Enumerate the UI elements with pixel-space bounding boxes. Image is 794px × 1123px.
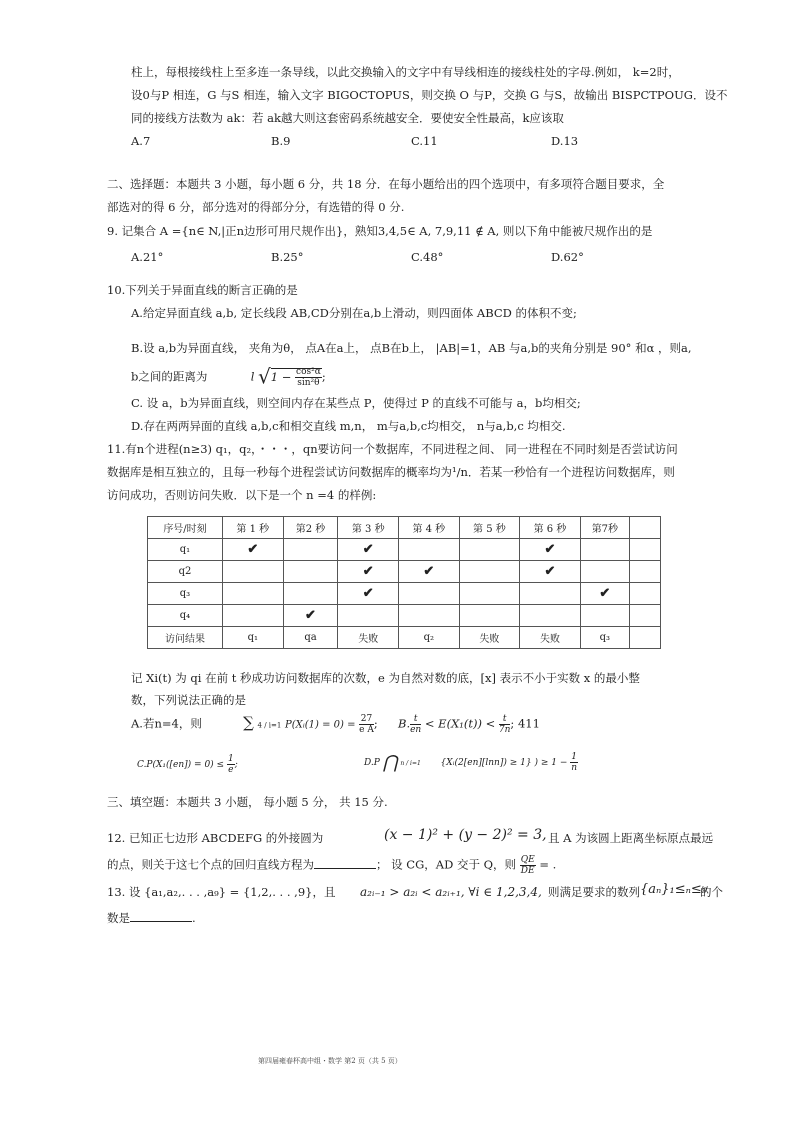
table-cell [459, 583, 520, 605]
q10-option-b-cont [131, 364, 326, 389]
q12-line-1-right: 且 A 为该圆上距离坐标原点最远 [548, 831, 714, 845]
q13-line-2: 数是 . [107, 911, 196, 925]
table-cell [338, 605, 399, 627]
q9-stem: 9. 记集合 A ={n∈ N,|正n边形可用尺规作出}，熟知3,4,5∈ A, 7,9,11 ∉ A, 则以下角中能被尺规作出的是 [107, 224, 653, 238]
table-cell [630, 627, 661, 649]
q11-c-expr: C.P(X₁([en]) = 0) ≤ [137, 760, 225, 770]
check-icon: ✔ [520, 561, 581, 583]
q9-option-a[interactable]: A.21° [131, 250, 164, 264]
table-cell [399, 605, 460, 627]
access-log-table [147, 516, 661, 649]
check-icon: ✔ [580, 583, 629, 605]
q13-line-1-left: 13. 设 {a₁,a₂,. . . ,a₉} = {1,2,. . . ,9}，且 [107, 885, 336, 899]
q12-frac-num: QE [520, 855, 535, 865]
page-footer: 第四届雍春杯高中组・数学 第2 页（共 5 页） [258, 1057, 402, 1065]
q11-after-line-1: 记 Xi(t) 为 qi 在前 t 秒成功访问数据库的次数，e 为自然对数的底，[x] 表示不小于实数 x 的最小整 [131, 671, 640, 685]
table-cell [630, 561, 661, 583]
q11-c-end: ; [234, 760, 238, 770]
check-icon: ✔ [338, 561, 399, 583]
q11-d-limits: n / i=1 [400, 760, 421, 767]
table-cell [459, 561, 520, 583]
q11-line-1: 11.有n个进程(n≥3) q₁，q₂，・・・，qn要访问一个数据库，不同进程之间、 同一进程在不同时刻是否尝试访问 [107, 442, 678, 456]
q8-option-d[interactable]: D.13 [551, 134, 579, 148]
answer-blank-count[interactable] [130, 909, 192, 922]
q11-d-fraction [570, 752, 578, 773]
q10-option-a[interactable]: A.给定异面直线 a,b, 定长线段 AB,CD分别在a,b上滑动，则四面体 ABCD 的体积不变; [131, 306, 577, 320]
table-row [148, 539, 661, 561]
table-header-cell: 第 5 秒 [459, 517, 520, 539]
table-cell [399, 539, 460, 561]
q8-line-3: 同的接线方法数为 ak：若 ak越大则这套密码系统越安全．要使安全性最高，k应该取 [131, 111, 564, 125]
table-cell [459, 605, 520, 627]
table-cell: q₂ [399, 627, 460, 649]
table-row [148, 605, 661, 627]
q13-line-1-mid: 则满足要求的数列 [548, 885, 640, 899]
table-cell: qa [283, 627, 338, 649]
table-cell: 访问结果 [148, 627, 223, 649]
q11-b-d2: 7n [498, 725, 511, 735]
q10-option-b[interactable]: B.设 a,b为异面直线， 夹角为θ， 点A在a上， 点B在b上， |AB|=1，AB 与a,b的夹角分别是 90° 和α ，则a, [131, 341, 692, 355]
q12-fraction [520, 855, 536, 876]
table-cell: q2 [148, 561, 223, 583]
table-header-cell: 第2 秒 [283, 517, 338, 539]
table-cell [283, 561, 338, 583]
q11-b-frac-2 [499, 714, 511, 735]
table-cell [580, 605, 629, 627]
q11-line-3: 访问成功，否则访问失败．以下是一个 n =4 的样例: [107, 488, 377, 502]
table-header-row [148, 517, 661, 539]
q8-option-a[interactable]: A.7 [131, 134, 151, 148]
q9-option-b[interactable]: B.25° [271, 250, 304, 264]
q11-c-fraction [227, 754, 235, 775]
q11-line-2: 数据库是相互独立的，且每一秒每个进程尝试访问数据库的概率均为¹/n．若某一秒恰有一个进程访问数据库，则 [107, 465, 675, 479]
q12-line-2-mid: ； 设 CG，AD 交于 Q，则 [376, 857, 517, 872]
q11-a-expr: P(Xᵢ(1) = 0) = [285, 719, 356, 731]
table-header-cell: 序号/时刻 [148, 517, 223, 539]
section-3-heading: 三、填空题：本题共 3 小题， 每小题 5 分， 共 15 分. [107, 795, 388, 809]
q11-d-expr: {Xᵢ(2[en][lnn]) ≥ 1} [440, 758, 532, 768]
q11-b-end: ; 411 [510, 716, 540, 731]
table-header-cell [630, 517, 661, 539]
q11-c-den: e [228, 765, 234, 775]
q11-option-d[interactable] [364, 752, 578, 773]
table-cell [283, 583, 338, 605]
table-cell: q₁ [223, 627, 284, 649]
table-cell [580, 539, 629, 561]
q8-line-2: 设0与P 相连，G 与S 相连，输入文字 BIGOCTOPUS，则交换 O 与P，交换 G 与S，故输出 BISPCTPOUG．设不 [131, 88, 728, 102]
q10-b-formula-l: l [250, 369, 255, 384]
q13-condition: a₂ᵢ₋₁ > a₂ᵢ < a₂ᵢ₊₁, ∀i ∈ 1,2,3,4, [360, 885, 542, 899]
table-cell: q₃ [148, 583, 223, 605]
table-cell [580, 561, 629, 583]
table-cell [459, 539, 520, 561]
answer-blank-regression[interactable] [314, 856, 376, 869]
sigma-icon: ∑ [243, 713, 254, 732]
q10-b-frac-num: cos²α [296, 367, 321, 377]
q10-stem: 10.下列关于异面直线的断言正确的是 [107, 283, 298, 297]
q8-line-1: 柱上，每根接线柱上至多连一条导线，以此交换输入的文字中有导线相连的接线柱处的字母.例如， k=2时， [131, 65, 680, 79]
check-icon: ✔ [399, 561, 460, 583]
q13-line-1-right: 的个 [700, 885, 723, 899]
q10-option-d[interactable]: D.存在两两异面的直线 a,b,c和相交直线 m,n， m与a,b,c均相交， n与a,b,c 均相交. [131, 419, 566, 433]
q11-a-fraction [359, 714, 374, 735]
q11-c-num: 1 [227, 754, 234, 764]
q11-a-num: 27 [360, 714, 373, 724]
check-icon: ✔ [223, 539, 284, 561]
q11-option-a[interactable] [131, 714, 378, 735]
q10-b-end: ; [321, 369, 326, 384]
sqrt-icon: √ [258, 364, 271, 389]
q11-b-d1: en [410, 725, 422, 735]
q11-a-end: ; [373, 716, 378, 731]
q10-b-distance-text: b之间的距离为 [131, 369, 208, 384]
check-icon: ✔ [338, 539, 399, 561]
section-2-heading: 二、选择题：本题共 3 小题，每小题 6 分，共 18 分．在每小题给出的四个选项中，有多项符合题目要求，全 [107, 177, 665, 191]
q11-d-tail: ) ≥ 1 − [534, 758, 568, 768]
check-icon: ✔ [283, 605, 338, 627]
table-header-cell: 第 6 秒 [520, 517, 581, 539]
table-header-cell: 第 4 秒 [399, 517, 460, 539]
table-cell [399, 583, 460, 605]
q10-b-frac-den: sin²θ [297, 378, 320, 388]
q10-b-formula-inner: 1 − [270, 369, 292, 384]
q11-d-prefix: D.P [364, 758, 380, 768]
q13-sequence: {aₙ}₁≤ₙ≤₉ [640, 882, 708, 897]
check-icon: ✔ [520, 539, 581, 561]
q9-option-c[interactable]: C.48° [411, 250, 444, 264]
q11-d-den: n [571, 763, 578, 773]
q11-d-num: 1 [571, 752, 577, 762]
table-row [148, 583, 661, 605]
table-row [148, 627, 661, 649]
q8-option-c[interactable]: C.11 [411, 134, 438, 148]
table-cell: q₄ [148, 605, 223, 627]
q11-b-mid: < E(X₁(t)) < [424, 716, 496, 731]
q12-line-2 [107, 855, 556, 876]
q12-frac-den: DE [520, 866, 535, 876]
table-cell [223, 583, 284, 605]
table-cell [283, 539, 338, 561]
check-icon: ✔ [338, 583, 399, 605]
table-cell: 失败 [520, 627, 581, 649]
table-cell: q₁ [148, 539, 223, 561]
q10-b-fraction [295, 367, 322, 388]
q11-after-line-2: 数，下列说法正确的是 [131, 693, 246, 707]
q12-line-2-text: 的点，则关于这七个点的回归直线方程为 [107, 857, 314, 872]
section-2-heading-cont: 部选对的得 6 分，部分选对的得部分分，有选错的得 0 分. [107, 200, 405, 214]
table-header-cell: 第7秒 [580, 517, 629, 539]
q11-a-prefix: A.若n=4，则 [131, 716, 202, 731]
q11-b-n2: t [499, 714, 511, 725]
q12-line-2-end: = . [539, 857, 557, 872]
table-cell [630, 583, 661, 605]
q8-option-b[interactable]: B.9 [271, 134, 291, 148]
q11-a-den: e A [359, 725, 374, 735]
table-row [148, 561, 661, 583]
q11-b-frac-1 [410, 714, 421, 735]
intersection-icon: ⋂ [382, 752, 398, 773]
q11-option-c[interactable] [137, 754, 238, 775]
q11-b-label: B. [398, 716, 411, 731]
q11-option-b[interactable] [398, 714, 540, 735]
table-cell: 失败 [338, 627, 399, 649]
table-cell: q₃ [580, 627, 629, 649]
table-cell [520, 583, 581, 605]
table-cell [630, 605, 661, 627]
q9-option-d[interactable]: D.62° [551, 250, 584, 264]
table-header-cell: 第 3 秒 [338, 517, 399, 539]
table-cell [630, 539, 661, 561]
table-cell [223, 561, 284, 583]
q10-option-c[interactable]: C. 设 a，b为异面直线，则空间内存在某些点 P，使得过 P 的直线不可能与 a，b均相交; [131, 396, 581, 410]
q11-a-limits: 4 / i=1 [257, 721, 282, 730]
q11-b-n1: t [410, 714, 421, 725]
q12-line-1-left: 12. 已知正七边形 ABCDEFG 的外接圆为 [107, 831, 324, 845]
table-cell [520, 605, 581, 627]
table-header-cell: 第 1 秒 [223, 517, 284, 539]
q13-line-2-text: 数是 [107, 911, 130, 925]
table-cell: 失败 [459, 627, 520, 649]
q12-circle-equation: (x − 1)² + (y − 2)² = 3, [384, 827, 547, 843]
table-cell [223, 605, 284, 627]
